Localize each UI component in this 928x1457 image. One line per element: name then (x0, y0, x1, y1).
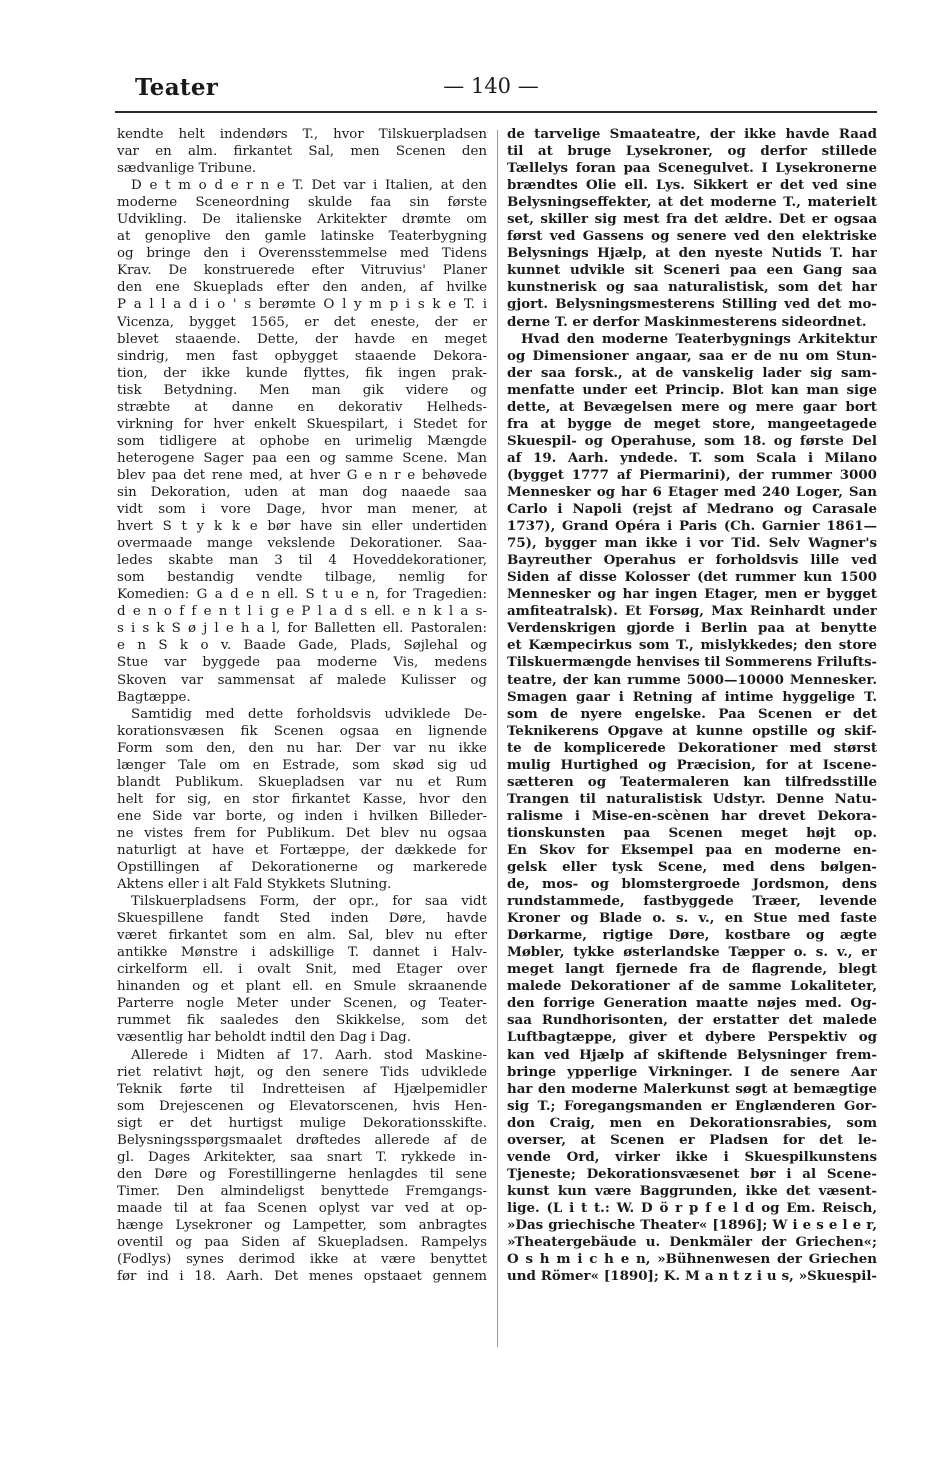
text-line: (Fodlys) synes derimod ikke at være benyttet (117, 1252, 487, 1268)
text-line: oventil og paa Siden af Skuepladsen. Rampelys (117, 1235, 487, 1251)
text-line: og Dimensioner angaar, saa er de nu om Stun- (507, 347, 877, 364)
text-line: længer Tale om en Estrade, som skød sig ud (117, 757, 487, 773)
text-line: Form som den, den nu har. Der var nu ikke (117, 740, 487, 756)
text-line: (bygget 1777 af Piermarini), der rummer 3000 (507, 466, 877, 483)
text-line: korationsvæsen fik Scenen ogsaa en lignende (117, 723, 487, 739)
text-line: har den moderne Malerkunst søgt at bemægtige (507, 1080, 877, 1097)
text-line: at genoplive den gamle latinske Teaterbygning (117, 229, 487, 245)
text-line: hinanden og et plant ell. en Smule skraanende (117, 979, 487, 995)
text-line: tion, der ikke kunde flyttes, fik ingen prak- (117, 365, 487, 381)
text-line: Krav. De konstruerede efter Vitruvius' Planer (117, 263, 487, 279)
text-line: kunst kun være Baggrunden, ikke det væsent- (507, 1182, 877, 1199)
text-line: til at bruge Lysekroner, og derfor stillede (507, 143, 877, 160)
text-line: heterogene Sager paa een og samme Scene. Man (117, 450, 487, 466)
text-line: kendte helt indendørs T., hvor Tilskuerpladsen (117, 127, 487, 142)
text-line: kunstnerisk og saa naturalistisk, som det har (507, 279, 877, 296)
text-line: den forrige Generation maatte nøjes med. Og- (507, 995, 877, 1012)
text-line: P a l l a d i o ' s berømte O l y m p i s k e T. i (117, 297, 487, 313)
text-line: blev paa det rene med, at hver G e n r e behøvede (117, 467, 487, 483)
text-line: Mennesker og har 6 Etager med 240 Loger, San (507, 483, 877, 500)
text-line: sætteren og Teatermaleren kan tilfredsstille (507, 773, 877, 790)
text-line: Carlo i Napoli (rejst af Medrano og Carasale (507, 501, 877, 518)
text-line: lige. (L i t t.: W. D ö r p f e l d og Em. Reisch, (507, 1199, 877, 1216)
text-line: fra at bygge de meget store, mangeetagede (507, 415, 877, 432)
text-line: rummet fik saaledes den Skikkelse, som det (117, 1013, 487, 1029)
text-line: som de nyere engelske. Paa Scenen er det (507, 705, 877, 722)
text-line: helt for sig, en stor firkantet Kasse, hvor den (117, 791, 487, 807)
text-line: sin Dekoration, uden at man dog naaede saa (117, 484, 487, 500)
text-line: gjort. Belysningsmesterens Stilling ved det mo- (507, 296, 877, 313)
text-line: te de komplicerede Dekorationer med størst (507, 739, 877, 756)
column-divider (497, 130, 498, 1347)
text-line: Tjeneste; Dekorationsvæsenet bør i al Scene- (507, 1165, 877, 1182)
text-line: af 19. Aarh. yndede. T. som Scala i Milano (507, 449, 877, 466)
text-line: der saa forsk., at de vanskelig lader sig sam- (507, 364, 877, 381)
text-line: Tilskuermængde henvises til Sommerens Frilufts- (507, 655, 877, 671)
text-line: de tarvelige Smaateatre, der ikke havde Raad (507, 126, 877, 142)
text-line: Belysningsspørgsmaalet drøftedes allerede af de (117, 1132, 487, 1148)
text-line: vidt som i vore Dage, hvor man mener, at (117, 502, 487, 518)
text-line: Verdenskrigen gjorde i Berlin paa at benytte (507, 620, 877, 637)
right-column (507, 126, 877, 1285)
text-line: gl. Dages Arkitekter, saa snart T. rykkede in- (117, 1149, 487, 1165)
text-line: Skuespil- og Operahuse, som 18. og første Del (507, 432, 877, 449)
text-line: hvert S t y k k e bør have sin eller undertiden (117, 519, 487, 535)
text-line: amfiteatralsk). Et Forsøg, Max Reinhardt under (507, 603, 877, 620)
text-line: Udvikling. De italienske Arkitekter drømte om (117, 212, 487, 228)
text-line: moderne Sceneordning skulde faa sin første (117, 195, 487, 211)
text-line: den Døre og Forestillingerne henlagdes til sene (117, 1166, 487, 1182)
text-line: blandt Publikum. Skuepladsen var nu et Rum (117, 774, 487, 790)
text-line: den ene Skueplads efter den anden, af hvilke (117, 280, 487, 296)
text-line: brændtes Olie ell. Lys. Sikkert er det ved sine (507, 177, 877, 194)
text-line: overmaade mange vekslende Dekorationer. Saa- (117, 536, 487, 552)
text-line: Teknikerens Opgave at kunne opstille og skif- (507, 722, 877, 739)
text-line: O s h m i c h e n, »Bühnenwesen der Griechen (507, 1251, 877, 1268)
text-line: Siden af disse Kolosser (det rummer kun 1500 (507, 569, 877, 586)
text-line: tionskunsten paa Scenen meget højt op. (507, 824, 877, 841)
page-number: — 140 — (443, 74, 539, 98)
text-line: de, mos- og blomstergroede Jordsmon, dens (507, 876, 877, 893)
left-column (117, 126, 487, 1285)
text-line: d e n o f f e n t l i g e P l a d s ell. e n k l a s- (117, 604, 487, 620)
text-line: Skoven var sammensat af malede Kulisser og (117, 672, 487, 688)
text-line: sigt er det hurtigst mulige Dekorationsskifte. (117, 1115, 487, 1131)
text-line: Luftbagtæppe, giver et dybere Perspektiv og (507, 1029, 877, 1046)
text-line: Opstillingen af Dekorationerne og markerede (117, 860, 487, 876)
running-head-title: Teater (135, 74, 219, 101)
text-line: ledes skabte man 3 til 4 Hoveddekorationer, (117, 553, 487, 569)
text-line: stræbte at danne en dekorativ Helheds- (117, 399, 487, 415)
text-line: Timer. Den almindeligst benyttede Fremgangs- (117, 1183, 487, 1199)
text-line: Mennesker og har ingen Etager, men er bygget (507, 586, 877, 603)
text-line: set, skiller sig mest fra det ældre. Det er ogsaa (507, 211, 877, 228)
text-line: cirkelform ell. i ovalt Snit, med Etager over (117, 962, 487, 978)
text-line: gelsk eller tysk Scene, med dens bølgen- (507, 859, 877, 876)
text-line: »Theatergebäude u. Denkmäler der Griechen«; (507, 1234, 877, 1251)
text-line: som tidligere at ophobe en urimelig Mængde (117, 433, 487, 449)
text-line: saa Rundhorisonten, der erstatter det malede (507, 1012, 877, 1029)
text-line: »Das griechische Theater« [1896]; W i e s e l e r, (507, 1217, 877, 1233)
text-line: vende Ord, virker ikke i Skuespilkunstens (507, 1148, 877, 1165)
text-line: tisk Betydning. Men man gik videre og (117, 382, 487, 398)
text-line: hænge Lysekroner og Lampetter, som anbragtes (117, 1218, 487, 1233)
text-line: været firkantet som en alm. Sal, blev nu efter (117, 928, 487, 944)
text-line: væsentlig har beholdt indtil den Dag i Dag. (117, 1030, 411, 1046)
text-line: Belysnings Hjælp, at den nyeste Nutids T. har (507, 245, 877, 262)
header-rule (115, 111, 877, 113)
text-line: Samtidig med dette forholdsvis udviklede De- (131, 706, 487, 722)
text-line: Møbler, tykke østerlandske Tæpper o. s. v., er (507, 944, 877, 961)
text-line: naturligt at have et Fortæppe, der dækkede for (117, 842, 487, 858)
text-line: Bayreuther Operahus er forholdsvis lille ved (507, 552, 877, 569)
text-line: ralisme i Mise-en-scènen har drevet Dekora- (507, 807, 877, 824)
text-line: Komedien: G a d e n ell. S t u e n, for Tragedien: (117, 587, 487, 603)
text-line: sig T.; Foregangsmanden er Englænderen Gor- (507, 1097, 877, 1114)
text-line: Tællelys foran paa Scenegulvet. I Lysekronerne (507, 160, 877, 177)
text-line: Trangen til naturalistisk Udstyr. Denne Natu- (507, 790, 877, 807)
text-line: derne T. er derfor Maskinmesterens sideordnet. (507, 313, 867, 330)
text-line: og bringe den i Overensstemmelse med Tidens (117, 246, 487, 262)
text-line: sindrig, men fast opbygget staaende Dekora- (117, 348, 487, 364)
text-line: mulig Hurtighed og Præcision, for at Iscene- (507, 756, 877, 773)
text-line: ne vistes frem for Publikum. Det blev nu ogsaa (117, 825, 487, 841)
text-line: Tilskuerpladsens Form, der opr., for saa vidt (131, 894, 487, 910)
text-line: blevet staaende. Dette, der havde en meget (117, 331, 487, 347)
text-line: D e t m o d e r n e T. Det var i Italien, at den (131, 178, 487, 194)
text-line: ene Side var borte, og inden i hvilken Billeder- (117, 808, 487, 824)
text-line: malede Dekorationer af de samme Lokaliteter, (507, 978, 877, 995)
text-line: menfatte under eet Princip. Blot kan man sige (507, 381, 877, 398)
text-line: bringe ypperlige Virkninger. I de senere Aar (507, 1063, 877, 1080)
text-line: overser, at Scenen er Pladsen for det le- (507, 1131, 877, 1148)
text-line: e n S k o v. Baade Gade, Plads, Søjlehal og (117, 638, 487, 654)
text-line: Belysningseffekter, at det moderne T., materielt (507, 194, 877, 211)
text-line: kan ved Hjælp af skiftende Belysninger frem- (507, 1046, 877, 1063)
text-line: som bestandig vendte tilbage, nemlig for (117, 570, 487, 586)
text-line: En Skov for Eksempel paa en moderne en- (507, 841, 877, 858)
text-line: Bagtæppe. (117, 689, 191, 705)
text-line: Vicenza, bygget 1565, er det eneste, der er (117, 314, 487, 330)
text-line: først ved Gassens og senere ved den elektriske (507, 228, 877, 245)
text-line: Allerede i Midten af 17. Aarh. stod Maskine- (131, 1047, 487, 1063)
text-line: var en alm. firkantet Sal, men Scenen den (117, 144, 487, 160)
text-line: sædvanlige Tribune. (117, 161, 257, 177)
text-line: Stue var byggede paa moderne Vis, medens (117, 655, 487, 671)
text-line: don Craig, men en Dekorationsrabies, som (507, 1114, 877, 1131)
text-line: Kroner og Blade o. s. v., en Stue med faste (507, 910, 877, 927)
text-line: Parterre nogle Meter under Scenen, og Teater- (117, 996, 487, 1012)
text-line: rundstammede, fastbyggede Træer, levende (507, 893, 877, 910)
text-line: kunnet udvikle sit Sceneri paa een Gang saa (507, 262, 877, 279)
text-line: teatre, der kan rumme 5000—10000 Mennesker. (507, 671, 877, 688)
text-line: 75), bygger man ikke i vor Tid. Selv Wagner's (507, 535, 877, 552)
text-line: Teknik førte til Indretteisen af Hjælpemidler (117, 1081, 487, 1097)
text-line: Dørkarme, rigtige Døre, kostbare og ægte (507, 927, 877, 944)
text-line: s i s k S ø j l e h a l, for Balletten ell. Pastoralen: (117, 621, 487, 637)
text-line: dette, at Bevægelsen mere og mere gaar bort (507, 398, 877, 415)
text-line: meget langt fjernede fra de flagrende, blegt (507, 961, 877, 978)
text-line: virkning for hver enkelt Skuespilart, i Stedet for (117, 416, 487, 432)
text-line: Skuespillene fandt Sted inden Døre, havde (117, 911, 487, 927)
text-line: et Kæmpecirkus som T., mislykkedes; den store (507, 637, 877, 654)
text-line: maade til at faa Scenen oplyst var ved at op- (117, 1200, 487, 1216)
text-line: Hvad den moderne Teaterbygnings Arkitektur (521, 330, 877, 347)
text-line: und Römer« [1890]; K. M a n t z i u s, »Skuespil- (507, 1268, 877, 1285)
text-line: som Drejescenen og Elevatorscenen, hvis Hen- (117, 1098, 487, 1114)
text-line: riet relativt højt, og den senere Tids udviklede (117, 1064, 487, 1080)
text-line: antikke Mønstre i adskillige T. dannet i Halv- (117, 945, 487, 961)
text-line: før ind i 18. Aarh. Det menes opstaaet gennem (117, 1269, 487, 1285)
text-line: Aktens eller i alt Fald Stykkets Slutning. (117, 877, 392, 893)
text-line: Smagen gaar i Retning af intime hyggelige T. (507, 688, 877, 705)
text-line: 1737), Grand Opéra i Paris (Ch. Garnier 1861— (507, 518, 877, 535)
